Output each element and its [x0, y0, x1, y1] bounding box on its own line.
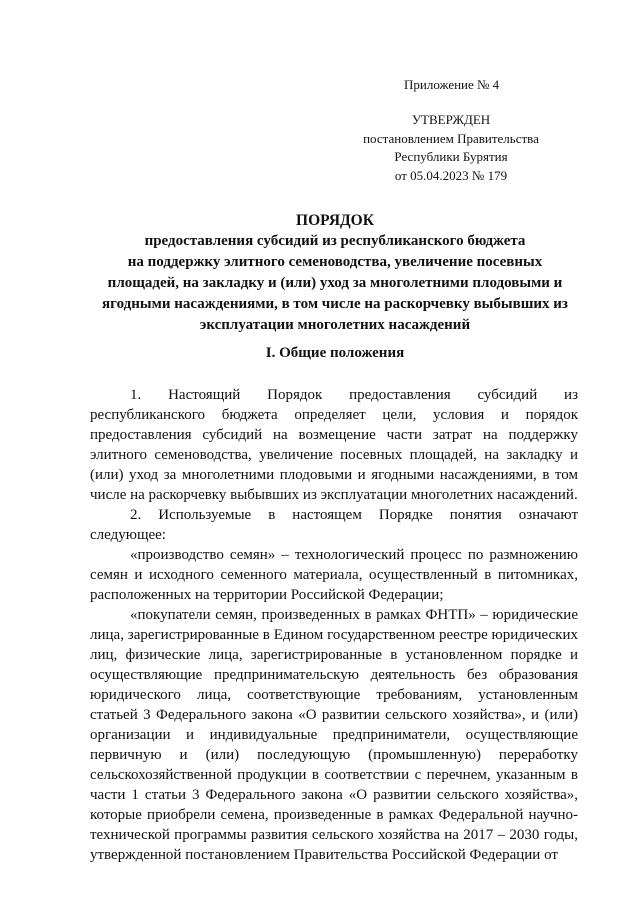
- approved-line: Республики Бурятия: [394, 149, 508, 164]
- title-line: площадей, на закладку и (или) уход за многолетними плодовыми и: [107, 275, 563, 291]
- paragraph: «производство семян» – технологический процесс по размножению семян и исходного семенного материала, осуществленный в питомниках, расположенных на территории Российской Федерации;: [90, 547, 578, 603]
- title-word: ПОРЯДОК: [296, 212, 374, 229]
- paragraph: «покупатели семян, произведенных в рамках ФНТП» – юридические лица, зарегистрированные в Едином государственном реестре юридических лиц, физические лица, зарегистрированные в установленном порядке и осуществляющие предпринимательскую деятельность без образования юридического лица, соответствующие требованиям, установленным статьей 3 Федерального закона «О развитии сельского хозяйства», и (или) организации и индивидуальные предприниматели, осуществляющие первичную и (или) последующую (промышленную) переработку сельскохозяйственной продукции в соответствии с перечнем, указанным в части 1 статьи 3 Федерального закона «О развитии сельского хозяйства», которые приобрели семена, произведенные в рамках Федеральной научно-технической программы развития сельского хозяйства на 2017 – 2030 годы, утвержденной постановлением Правительства Российской Федерации от: [90, 607, 578, 863]
- approved-line: от 05.04.2023 № 179: [394, 167, 508, 183]
- paragraph: 2. Используемые в настоящем Порядке понятия означают следующее:: [90, 507, 578, 543]
- paragraph: 1. Настоящий Порядок предоставления субсидий из республиканского бюджета определяет цели, условия и порядок предоставления субсидий на возмещение части затрат на поддержку элитного семеноводства, увеличение посевных площадей, на закладку и (или) уход за многолетними плодовыми и ягодными насаждениями, в том числе на раскорчевку выбывших из эксплуатации многолетних насаждений.: [90, 387, 578, 503]
- title-line: предоставления субсидий из республиканского бюджета: [144, 233, 526, 249]
- approved-line: УТВЕРЖДЕН: [411, 112, 491, 127]
- title-line: на поддержку элитного семеноводства, увеличение посевных: [127, 254, 543, 270]
- approved-line: постановлением Правительства: [363, 130, 539, 146]
- title-line: ягодными насаждениями, в том числе на раскорчевку выбывших из: [102, 296, 568, 312]
- document-body: [90, 385, 578, 865]
- appendix-number: Приложение № 4: [404, 77, 500, 92]
- approval-stamp: [362, 111, 540, 185]
- title-line: эксплуатации многолетних насаждений: [199, 317, 471, 333]
- section-heading: I. Общие положения: [265, 345, 405, 361]
- document-title: [90, 210, 580, 336]
